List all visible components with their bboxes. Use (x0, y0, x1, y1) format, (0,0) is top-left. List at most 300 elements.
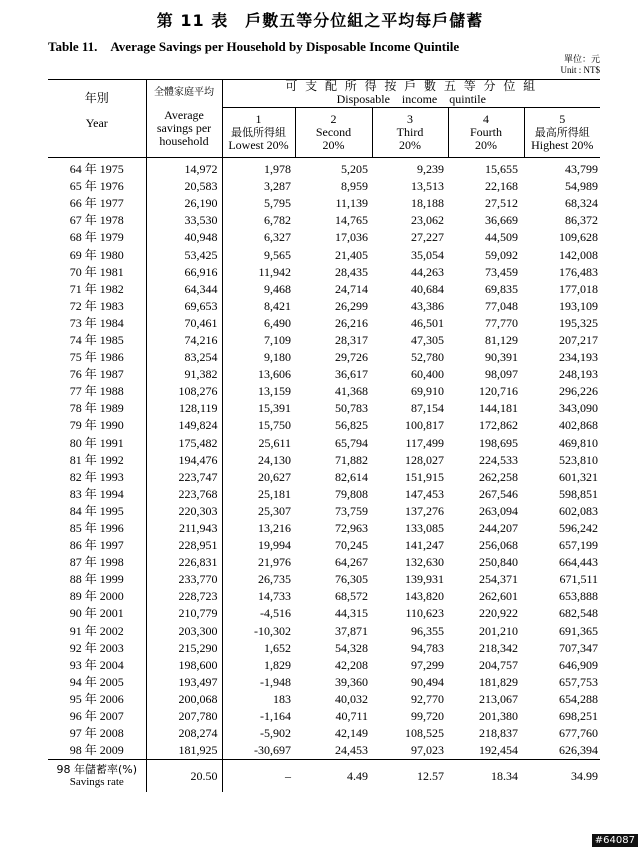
value-cell-q5: 195,325 (559, 315, 599, 330)
value-cell-q2: 65,794 (335, 435, 368, 450)
value-cell-avg: 228,951 (146, 537, 222, 554)
value-cell-avg: 223,747 (146, 469, 222, 486)
value-cell-q5: 677,760 (559, 726, 599, 741)
year-cell: 71 年 1982 (69, 281, 124, 296)
quintile-header-4 (448, 108, 524, 158)
value-cell-avg: 198,600 (146, 657, 222, 674)
value-cell-q1: 6,327 (264, 230, 291, 245)
value-cell-q4: 213,067 (479, 691, 518, 706)
value-cell-q2: 39,360 (335, 674, 368, 689)
value-cell-q3: 94,783 (411, 640, 444, 655)
table-row (48, 281, 600, 298)
value-cell-q2: 72,963 (335, 521, 368, 536)
savings-rate-q2: 4.49 (295, 760, 372, 793)
value-cell-avg: 40,948 (146, 229, 222, 246)
value-cell-q1: 13,216 (258, 521, 291, 536)
value-cell-q2: 21,405 (335, 247, 368, 262)
year-cell: 85 年 1996 (69, 521, 124, 536)
unit-note (561, 55, 601, 75)
value-cell-avg: 203,300 (146, 623, 222, 640)
value-cell-q4: 218,342 (479, 640, 518, 655)
year-cell: 69 年 1980 (69, 247, 124, 262)
year-cell: 90 年 2001 (69, 606, 124, 621)
year-cell: 79 年 1990 (69, 418, 124, 433)
table-row (48, 554, 600, 571)
value-cell-q4: 256,068 (479, 538, 518, 553)
value-cell-q3: 132,630 (405, 555, 444, 570)
year-cell: 83 年 1994 (69, 486, 124, 501)
value-cell-q5: 671,511 (559, 572, 599, 587)
value-cell-q2: 40,711 (335, 709, 368, 724)
year-cell: 66 年 1977 (69, 196, 124, 211)
value-cell-avg: 69,653 (146, 298, 222, 315)
value-cell-avg: 228,723 (146, 588, 222, 605)
value-cell-q1: 13,606 (258, 367, 291, 382)
value-cell-q3: 69,910 (411, 384, 444, 399)
value-cell-avg: 208,274 (146, 725, 222, 742)
table-row (48, 657, 600, 674)
value-cell-q1: 15,750 (258, 418, 291, 433)
value-cell-q4: 262,601 (479, 589, 518, 604)
table-row (48, 435, 600, 452)
quintile-group-header (222, 80, 600, 108)
value-cell-avg: 193,497 (146, 674, 222, 691)
value-cell-q4: 44,509 (485, 230, 518, 245)
value-cell-avg: 207,780 (146, 708, 222, 725)
value-cell-q3: 128,027 (405, 452, 444, 467)
value-cell-q1: 25,181 (258, 486, 291, 501)
value-cell-q3: 40,684 (411, 281, 444, 296)
value-cell-q3: 35,054 (411, 247, 444, 262)
quintile-header-1 (222, 108, 295, 158)
table-row (48, 178, 600, 195)
avg-header-en-1: Average (164, 108, 204, 122)
value-cell-q1: 1,652 (264, 640, 291, 655)
value-cell-q2: 42,208 (335, 657, 368, 672)
table-row (48, 298, 600, 315)
value-cell-q1: -5,902 (260, 726, 291, 741)
value-cell-q3: 13,513 (411, 179, 444, 194)
value-cell-q2: 71,882 (335, 452, 368, 467)
table-row (48, 212, 600, 229)
table-header (48, 80, 600, 158)
table-row (48, 195, 600, 212)
year-cell: 75 年 1986 (69, 350, 124, 365)
value-cell-q4: 120,716 (479, 384, 518, 399)
value-cell-avg: 226,831 (146, 554, 222, 571)
value-cell-q1: 26,735 (258, 572, 291, 587)
value-cell-q1: 9,468 (264, 281, 291, 296)
value-cell-q4: 201,210 (479, 623, 518, 638)
value-cell-q5: 296,226 (559, 384, 599, 399)
value-cell-avg: 26,190 (146, 195, 222, 212)
value-cell-q3: 137,276 (405, 503, 444, 518)
value-cell-q1: 25,611 (258, 435, 291, 450)
value-cell-q5: 469,810 (559, 435, 599, 450)
value-cell-q1: 19,994 (258, 538, 291, 553)
year-cell: 68 年 1979 (69, 230, 124, 245)
value-cell-q3: 151,915 (405, 469, 444, 484)
value-cell-q3: 100,817 (405, 418, 444, 433)
value-cell-avg: 53,425 (146, 246, 222, 263)
value-cell-q4: 81,129 (485, 332, 518, 347)
value-cell-q4: 250,840 (479, 555, 518, 570)
quintile-label-en: Second (315, 125, 352, 139)
value-cell-q2: 24,714 (335, 281, 368, 296)
quintile-pct: 20% (475, 138, 497, 152)
value-cell-q4: 244,207 (479, 521, 518, 536)
value-cell-q5: 176,483 (559, 264, 599, 279)
value-cell-q3: 133,085 (405, 521, 444, 536)
value-cell-q2: 40,032 (335, 691, 368, 706)
value-cell-q2: 24,453 (335, 743, 368, 758)
value-cell-avg: 33,530 (146, 212, 222, 229)
value-cell-avg: 200,068 (146, 691, 222, 708)
value-cell-q2: 82,614 (335, 469, 368, 484)
value-cell-q5: 402,868 (559, 418, 599, 433)
value-cell-q3: 110,623 (405, 606, 444, 621)
value-cell-avg: 215,290 (146, 640, 222, 657)
year-cell: 93 年 2004 (69, 657, 124, 672)
value-cell-q4: 77,770 (485, 315, 518, 330)
table-row (48, 332, 600, 349)
avg-header-en-3: household (159, 134, 209, 148)
quintile-num: 3 (407, 112, 413, 126)
table-row (48, 503, 600, 520)
table-row (48, 315, 600, 332)
quintile-group-en: Disposable income quintile (336, 92, 486, 106)
year-cell: 80 年 1991 (69, 435, 124, 450)
value-cell-q3: 18,188 (411, 196, 444, 211)
savings-table (48, 79, 600, 792)
table-row (48, 469, 600, 486)
value-cell-q3: 47,305 (411, 332, 444, 347)
value-cell-q5: 691,365 (559, 623, 599, 638)
value-cell-q2: 79,808 (335, 486, 368, 501)
quintile-num: 5 (559, 112, 566, 126)
value-cell-q2: 41,368 (335, 384, 368, 399)
value-cell-q3: 44,263 (411, 264, 444, 279)
savings-table-container (48, 79, 600, 792)
value-cell-q2: 28,435 (335, 264, 368, 279)
value-cell-q5: 664,443 (559, 555, 599, 570)
table-row (48, 452, 600, 469)
table-row (48, 588, 600, 605)
value-cell-q1: 183 (273, 691, 291, 706)
value-cell-q4: 15,655 (485, 162, 518, 177)
table-row (48, 742, 600, 760)
year-header-en: Year (85, 116, 108, 130)
value-cell-avg: 181,925 (146, 742, 222, 760)
table-row (48, 264, 600, 281)
value-cell-q3: 96,355 (411, 623, 444, 638)
value-cell-q4: 69,835 (485, 281, 518, 296)
value-cell-q5: 177,018 (559, 281, 599, 296)
value-cell-q2: 5,205 (341, 162, 368, 177)
value-cell-q3: 141,247 (405, 538, 444, 553)
value-cell-q2: 42,149 (335, 726, 368, 741)
id-badge: #64087 (592, 834, 638, 847)
value-cell-q1: 15,391 (258, 401, 291, 416)
quintile-pct: 20% (399, 138, 421, 152)
quintile-label-en: Lowest 20% (228, 138, 289, 152)
value-cell-q4: 201,380 (479, 709, 518, 724)
value-cell-q4: 224,533 (479, 452, 518, 467)
value-cell-q5: 86,372 (565, 213, 599, 228)
table-row (48, 366, 600, 383)
value-cell-q1: -1,164 (260, 709, 291, 724)
value-cell-avg: 233,770 (146, 571, 222, 588)
value-cell-q3: 108,525 (405, 726, 444, 741)
value-cell-q1: -4,516 (260, 606, 291, 621)
table-row (48, 725, 600, 742)
value-cell-q2: 56,825 (335, 418, 368, 433)
value-cell-q5: 598,851 (559, 486, 599, 501)
value-cell-q1: 9,565 (264, 247, 291, 262)
value-cell-q1: 7,109 (264, 332, 291, 347)
value-cell-q5: 523,810 (559, 452, 599, 467)
value-cell-q5: 68,324 (565, 196, 599, 211)
value-cell-q4: 59,092 (485, 247, 518, 262)
table-row (48, 605, 600, 622)
quintile-label-zh: 最低所得組 (231, 126, 286, 139)
value-cell-q5: 657,753 (559, 674, 599, 689)
value-cell-q2: 17,036 (335, 230, 368, 245)
value-cell-avg: 74,216 (146, 332, 222, 349)
value-cell-q5: 601,321 (559, 469, 599, 484)
table-title-en: Table 11. Average Savings per Household by Disposable Income Quintile (48, 39, 460, 54)
year-cell: 73 年 1984 (69, 315, 124, 330)
value-cell-q1: -1,948 (260, 674, 291, 689)
value-cell-q1: 6,490 (264, 315, 291, 330)
quintile-num: 4 (483, 112, 489, 126)
value-cell-q4: 144,181 (479, 401, 518, 416)
value-cell-avg: 70,461 (146, 315, 222, 332)
value-cell-avg: 211,943 (146, 520, 222, 537)
value-cell-q3: 117,499 (405, 435, 444, 450)
year-cell: 81 年 1992 (69, 452, 124, 467)
value-cell-q3: 9,239 (417, 162, 444, 177)
value-cell-q4: 181,829 (479, 674, 518, 689)
year-cell: 87 年 1998 (69, 555, 124, 570)
value-cell-q4: 90,391 (485, 350, 518, 365)
value-cell-q5: 43,799 (565, 162, 599, 177)
value-cell-q3: 92,770 (411, 691, 444, 706)
value-cell-q2: 54,328 (335, 640, 368, 655)
value-cell-avg: 108,276 (146, 383, 222, 400)
value-cell-q3: 97,023 (411, 743, 444, 758)
value-cell-q2: 50,783 (335, 401, 368, 416)
value-cell-q5: 207,217 (559, 332, 599, 347)
value-cell-q3: 23,062 (411, 213, 444, 228)
table-row (48, 486, 600, 503)
value-cell-avg: 20,583 (146, 178, 222, 195)
year-cell: 95 年 2006 (69, 691, 124, 706)
savings-rate-q3: 12.57 (372, 760, 448, 793)
savings-rate-row (48, 760, 600, 793)
quintile-header-5 (524, 108, 600, 158)
value-cell-avg: 14,972 (146, 158, 222, 179)
value-cell-avg: 220,303 (146, 503, 222, 520)
value-cell-q1: 8,421 (264, 298, 291, 313)
value-cell-q4: 98,097 (485, 367, 518, 382)
value-cell-avg: 128,119 (146, 400, 222, 417)
value-cell-q4: 254,371 (479, 572, 518, 587)
table-row (48, 246, 600, 263)
year-cell: 74 年 1985 (69, 332, 124, 347)
value-cell-q1: 21,976 (258, 555, 291, 570)
value-cell-q2: 76,305 (335, 572, 368, 587)
value-cell-q1: 6,782 (264, 213, 291, 228)
year-cell: 76 年 1987 (69, 367, 124, 382)
year-cell: 64 年 1975 (69, 162, 124, 177)
value-cell-q5: 698,251 (559, 709, 599, 724)
value-cell-q3: 147,453 (405, 486, 444, 501)
value-cell-q4: 263,094 (479, 503, 518, 518)
value-cell-avg: 149,824 (146, 417, 222, 434)
year-cell: 89 年 2000 (69, 589, 124, 604)
table-row (48, 640, 600, 657)
value-cell-q4: 192,454 (479, 743, 518, 758)
value-cell-q4: 218,837 (479, 726, 518, 741)
quintile-label-en: Third (396, 125, 424, 139)
avg-header-en-2: savings per (156, 121, 212, 135)
year-cell: 72 年 1983 (69, 298, 124, 313)
quintile-pct: 20% (322, 138, 345, 152)
value-cell-q1: 3,287 (264, 179, 291, 194)
table-row (48, 349, 600, 366)
value-cell-q3: 52,780 (411, 350, 444, 365)
quintile-num: 2 (330, 112, 337, 126)
value-cell-q2: 73,759 (335, 503, 368, 518)
value-cell-q3: 90,494 (411, 674, 444, 689)
value-cell-q3: 46,501 (411, 315, 444, 330)
value-cell-q1: 11,942 (258, 264, 291, 279)
value-cell-q2: 64,267 (335, 555, 368, 570)
unit-en: Unit : NT$ (560, 65, 600, 75)
year-cell: 86 年 1997 (69, 538, 124, 553)
value-cell-q5: 682,548 (559, 606, 599, 621)
value-cell-avg: 64,344 (146, 281, 222, 298)
value-cell-avg: 91,382 (146, 366, 222, 383)
value-cell-q5: 602,083 (559, 503, 599, 518)
value-cell-q4: 172,862 (479, 418, 518, 433)
table-row (48, 229, 600, 246)
value-cell-q5: 109,628 (559, 230, 599, 245)
value-cell-q3: 139,931 (405, 572, 444, 587)
value-cell-avg: 223,768 (146, 486, 222, 503)
value-cell-q5: 596,242 (559, 521, 599, 536)
value-cell-q1: -30,697 (254, 743, 291, 758)
value-cell-q4: 27,512 (485, 196, 518, 211)
year-cell: 96 年 2007 (69, 709, 124, 724)
value-cell-q3: 97,299 (411, 657, 444, 672)
value-cell-q4: 22,168 (485, 179, 518, 194)
year-cell: 77 年 1988 (69, 384, 124, 399)
table-row (48, 674, 600, 691)
quintile-label-en: Highest 20% (531, 138, 594, 152)
value-cell-q5: 653,888 (559, 589, 599, 604)
avg-header-zh: 全體家庭平均 (154, 87, 214, 98)
value-cell-q3: 27,227 (411, 230, 444, 245)
year-cell: 65 年 1976 (69, 179, 124, 194)
value-cell-q1: 1,978 (264, 162, 291, 177)
value-cell-q3: 99,720 (411, 709, 444, 724)
savings-rate-label (48, 760, 146, 793)
value-cell-q3: 60,400 (411, 367, 444, 382)
value-cell-q2: 36,617 (335, 367, 368, 382)
savings-rate-label-en: Savings rate (69, 776, 124, 789)
value-cell-avg: 83,254 (146, 349, 222, 366)
year-cell: 94 年 2005 (69, 674, 124, 689)
table-row (48, 400, 600, 417)
quintile-label-zh: 最高所得組 (534, 126, 590, 139)
value-cell-q1: -10,302 (254, 623, 291, 638)
year-cell: 88 年 1999 (69, 572, 124, 587)
value-cell-q4: 73,459 (485, 264, 518, 279)
value-cell-q4: 77,048 (485, 298, 518, 313)
savings-rate-avg: 20.50 (146, 760, 222, 793)
quintile-num: 1 (255, 112, 262, 126)
quintile-header-3 (372, 108, 448, 158)
quintile-label-en: Fourth (469, 125, 502, 139)
value-cell-q2: 8,959 (341, 179, 368, 194)
table-row (48, 158, 600, 179)
year-cell: 70 年 1981 (69, 264, 124, 279)
year-cell: 98 年 2009 (69, 743, 124, 758)
value-cell-q1: 13,159 (258, 384, 291, 399)
value-cell-q1: 5,795 (264, 196, 291, 211)
value-cell-q5: 707,347 (559, 640, 599, 655)
value-cell-q5: 142,008 (559, 247, 599, 262)
unit-zh: 單位：元 (563, 55, 600, 65)
value-cell-avg: 210,779 (146, 605, 222, 622)
avg-header (146, 80, 222, 158)
year-cell: 82 年 1993 (69, 469, 124, 484)
value-cell-q5: 343,090 (559, 401, 599, 416)
value-cell-q2: 29,726 (335, 350, 368, 365)
value-cell-q1: 20,627 (258, 469, 291, 484)
value-cell-q3: 143,820 (405, 589, 444, 604)
table-row (48, 520, 600, 537)
value-cell-q1: 14,733 (258, 589, 291, 604)
value-cell-q5: 657,199 (559, 538, 599, 553)
year-header-zh: 年別 (84, 91, 109, 105)
table-title-zh: 第 11 表 戶數五等分位組之平均每戶儲蓄 (156, 11, 484, 30)
savings-rate-q1: – (222, 760, 295, 793)
value-cell-q2: 26,299 (335, 298, 368, 313)
value-cell-q4: 198,695 (479, 435, 518, 450)
value-cell-q5: 54,989 (565, 179, 599, 194)
savings-rate-label-zh: 98 年儲蓄率(%) (56, 763, 138, 777)
value-cell-q5: 234,193 (559, 350, 599, 365)
value-cell-q5: 646,909 (559, 657, 599, 672)
value-cell-avg: 66,916 (146, 264, 222, 281)
table-row (48, 537, 600, 554)
value-cell-q5: 248,193 (559, 367, 599, 382)
table-row (48, 623, 600, 640)
table-row (48, 708, 600, 725)
year-cell: 91 年 2002 (69, 623, 124, 638)
value-cell-q5: 654,288 (559, 691, 599, 706)
value-cell-q4: 267,546 (479, 486, 518, 501)
savings-rate-q4: 18.34 (448, 760, 524, 793)
quintile-header-2 (295, 108, 372, 158)
value-cell-q1: 1,829 (264, 657, 291, 672)
value-cell-avg: 194,476 (146, 452, 222, 469)
value-cell-q2: 70,245 (335, 538, 368, 553)
value-cell-q2: 44,315 (335, 606, 368, 621)
